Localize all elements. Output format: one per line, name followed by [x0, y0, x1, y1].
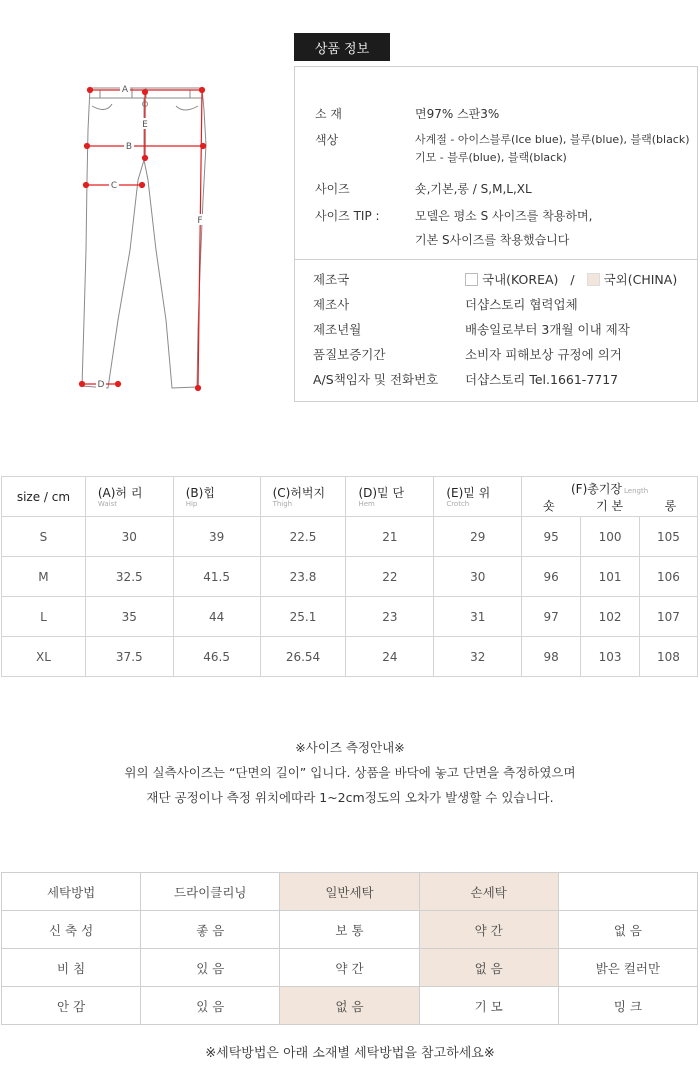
cell-length-short: 95 [522, 517, 581, 557]
cell-crotch: 30 [434, 557, 522, 597]
row-size: M [2, 557, 86, 597]
table-row [2, 911, 698, 949]
row-size: XL [2, 637, 86, 677]
wash-hand: 손세탁 [419, 873, 558, 911]
wash-dry-clean: 드라이클리닝 [141, 873, 280, 911]
lining-fleece: 기 모 [419, 987, 558, 1025]
cell-length-regular: 100 [581, 517, 640, 557]
size-tip-value-2: 기본 S사이즈를 착용했습니다 [415, 233, 570, 247]
header-hip: (B)힙 [185, 485, 215, 500]
color-value-2: 기모 - 블루(blue), 블랙(black) [415, 151, 567, 164]
korea-checkbox [465, 273, 478, 286]
cell-hip: 41.5 [173, 557, 260, 597]
mfg-date-label: 제조년월 [313, 322, 362, 337]
table-row [2, 637, 698, 677]
notice-title: ※사이즈 측정안내※ [295, 740, 405, 755]
cell-waist: 37.5 [85, 637, 173, 677]
table-row [2, 987, 698, 1025]
cell-waist: 32.5 [85, 557, 173, 597]
stretch-slight: 약 간 [419, 911, 558, 949]
length-long: 롱 [664, 498, 677, 513]
cell-thigh: 26.54 [260, 637, 346, 677]
wash-empty [558, 873, 697, 911]
stretch-none: 없 음 [558, 911, 697, 949]
warranty-value: 소비자 피해보상 규정에 의거 [465, 347, 622, 362]
cell-hip: 39 [173, 517, 260, 557]
as-contact-label: A/S책임자 및 전화번호 [313, 372, 439, 387]
size-tip-label: 사이즈 TIP : [315, 209, 380, 223]
manufacturer-label: 제조사 [313, 297, 350, 312]
cell-length-regular: 103 [581, 637, 640, 677]
size-label: 사이즈 [315, 182, 350, 196]
cell-waist: 30 [85, 517, 173, 557]
label-a: A [121, 85, 129, 95]
cell-thigh: 22.5 [260, 517, 346, 557]
size-tip-value: 모델은 평소 S 사이즈를 착용하며, [415, 209, 593, 223]
cell-waist: 35 [85, 597, 173, 637]
lining-mink: 밍 크 [558, 987, 697, 1025]
stretch-good: 좋 음 [141, 911, 280, 949]
cell-length-short: 97 [522, 597, 581, 637]
cell-length-short: 96 [522, 557, 581, 597]
row-size: L [2, 597, 86, 637]
origin-china: 국외(CHINA) [603, 272, 678, 287]
header-length: (F)총기장 [570, 481, 623, 496]
table-row [2, 949, 698, 987]
header-length-sub: Length [624, 486, 649, 495]
cell-hem: 22 [346, 557, 434, 597]
cell-length-regular: 102 [581, 597, 640, 637]
mfg-date-value: 배송일로부터 3개월 이내 제작 [465, 322, 630, 337]
warranty-label: 품질보증기간 [313, 347, 386, 362]
material-label: 소 재 [315, 107, 342, 121]
cell-hip: 44 [173, 597, 260, 637]
header-thigh-sub: Thigh [272, 499, 293, 508]
cell-length-long: 108 [639, 637, 697, 677]
wash-table [1, 872, 698, 1025]
cell-length-long: 106 [639, 557, 697, 597]
table-row [2, 517, 698, 557]
lining-none: 없 음 [280, 987, 419, 1025]
as-contact-value: 더샵스토리 Tel.1661-7717 [465, 372, 619, 387]
notice-line-2: 재단 공정이나 측정 위치에따라 1~2cm정도의 오차가 발생할 수 있습니다. [146, 790, 554, 805]
cell-length-regular: 101 [581, 557, 640, 597]
color-label: 색상 [315, 133, 339, 147]
cell-crotch: 29 [434, 517, 522, 557]
table-row [2, 557, 698, 597]
product-info-box [294, 66, 698, 402]
wash-method-label: 세탁방법 [2, 873, 141, 911]
header-hem: (D)밑 단 [358, 485, 405, 500]
lining-yes: 있 음 [141, 987, 280, 1025]
origin-separator: / [570, 272, 575, 287]
size-notice [0, 735, 700, 810]
wash-note: ※세탁방법은 아래 소재별 세탁방법을 참고하세요※ [205, 1046, 495, 1061]
size-table [1, 476, 698, 677]
size-table-header [2, 477, 698, 517]
cell-length-long: 107 [639, 597, 697, 637]
wash-regular: 일반세탁 [280, 873, 419, 911]
table-row [2, 873, 698, 911]
header-thigh: (C)허벅지 [272, 485, 326, 500]
cell-thigh: 25.1 [260, 597, 346, 637]
header-crotch: (E)밑 위 [446, 485, 491, 500]
material-value: 면97% 스판3% [415, 107, 500, 121]
label-b: B [125, 142, 133, 152]
label-f: F [197, 216, 203, 226]
length-regular: 기 본 [596, 498, 624, 513]
table-row [2, 597, 698, 637]
cell-hem: 21 [346, 517, 434, 557]
cell-hem: 23 [346, 597, 434, 637]
cell-thigh: 23.8 [260, 557, 346, 597]
length-short: 숏 [542, 498, 555, 513]
cell-length-long: 105 [639, 517, 697, 557]
manufacturer-value: 더샵스토리 협력업체 [465, 297, 578, 312]
label-e: E [142, 120, 148, 130]
header-waist: (A)허 리 [97, 485, 143, 500]
cell-hip: 46.5 [173, 637, 260, 677]
size-header: size / cm [2, 477, 86, 517]
cell-length-short: 98 [522, 637, 581, 677]
product-info-title: 상품 정보 [294, 33, 390, 61]
header-hem-sub: Hem [358, 499, 375, 508]
china-checkbox [587, 273, 600, 286]
row-size: S [2, 517, 86, 557]
label-c: C [110, 181, 118, 191]
sheer-slight: 약 간 [280, 949, 419, 987]
sheer-label: 비 침 [2, 949, 141, 987]
info-divider [295, 259, 697, 260]
origin-korea: 국내(KOREA) [482, 272, 559, 287]
header-crotch-sub: Crotch [446, 499, 470, 508]
color-value: 사계절 - 아이스블루(Ice blue), 블루(blue), 블랙(black) [415, 133, 690, 146]
cell-crotch: 32 [434, 637, 522, 677]
cell-hem: 24 [346, 637, 434, 677]
origin-label: 제조국 [313, 272, 350, 287]
sheer-yes: 있 음 [141, 949, 280, 987]
header-waist-sub: Waist [97, 499, 117, 508]
header-hip-sub: Hip [185, 499, 198, 508]
origin-value [465, 270, 677, 288]
label-d: D [97, 380, 105, 390]
stretch-normal: 보 통 [280, 911, 419, 949]
size-value: 숏,기본,롱 / S,M,L,XL [415, 182, 532, 196]
stretch-label: 신 축 성 [2, 911, 141, 949]
pants-measurement-diagram [60, 70, 240, 410]
lining-label: 안 감 [2, 987, 141, 1025]
sheer-none: 없 음 [419, 949, 558, 987]
cell-crotch: 31 [434, 597, 522, 637]
notice-line-1: 위의 실측사이즈는 “단면의 길이” 입니다. 상품을 바닥에 놓고 단면을 측정하였으며 [124, 765, 576, 780]
sheer-light-only: 밝은 컬러만 [558, 949, 697, 987]
